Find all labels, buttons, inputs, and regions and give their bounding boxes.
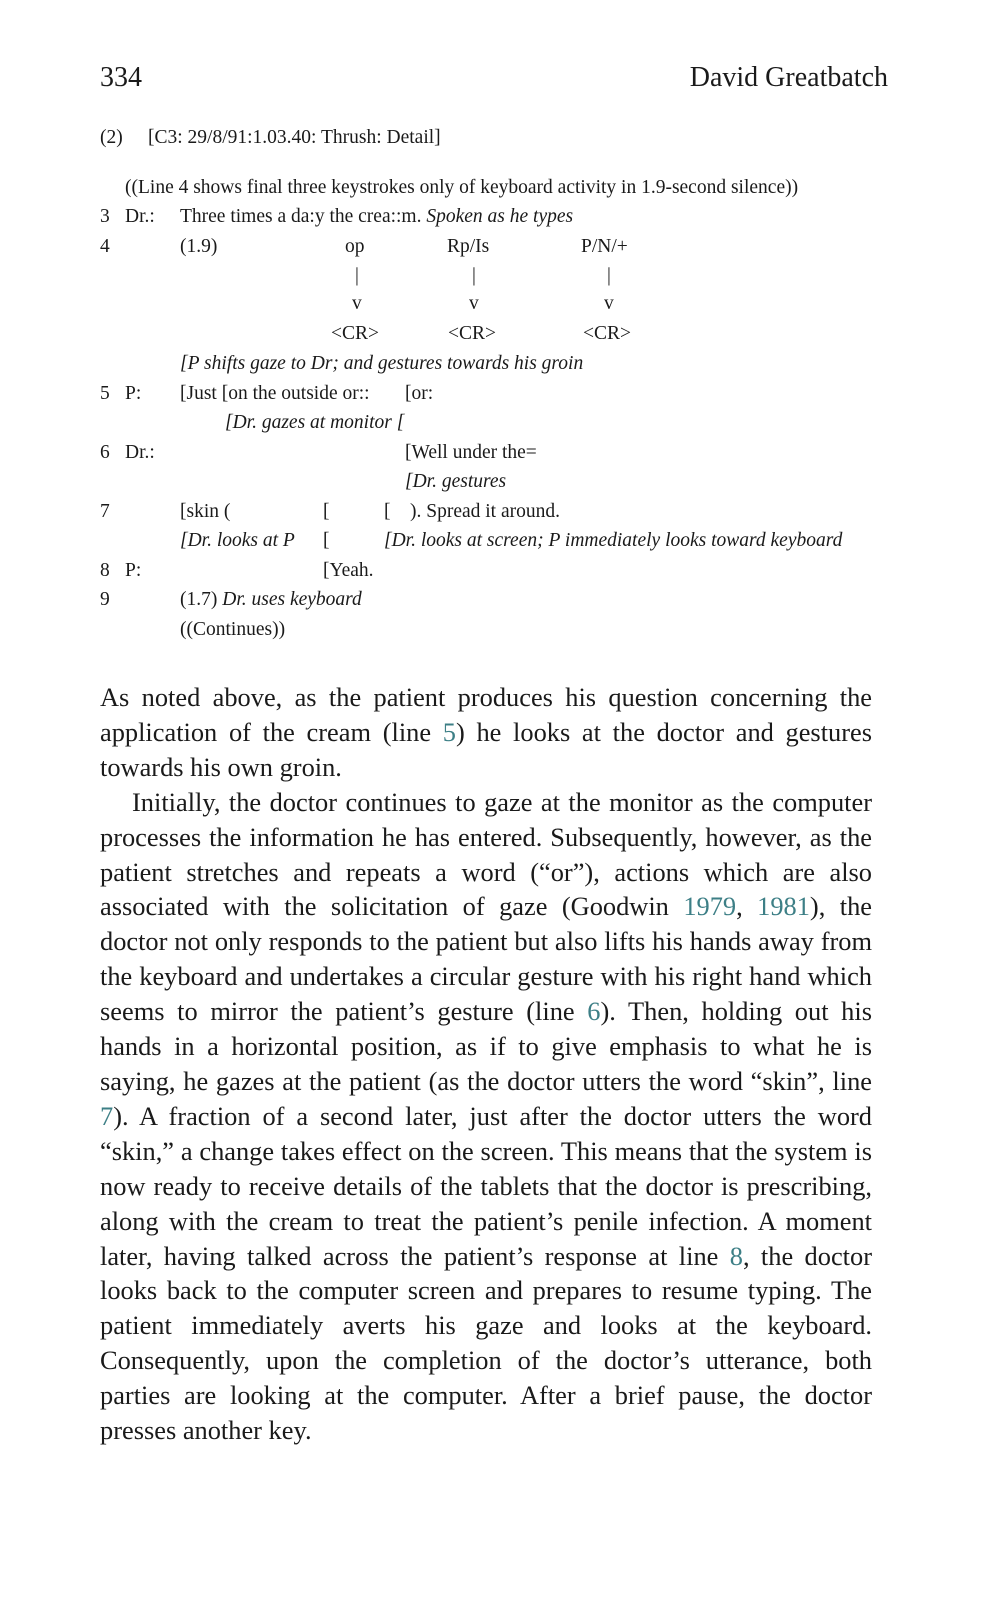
line-number: 8 <box>100 560 110 581</box>
line-number: 4 <box>100 236 110 257</box>
page-number: 334 <box>100 62 142 93</box>
carriage-return: <CR> <box>583 323 632 344</box>
citation-link[interactable]: 1981 <box>757 891 810 922</box>
pause-annotation: (1.7) Dr. uses keyboard <box>180 589 362 610</box>
speaker-label: P: <box>125 383 142 404</box>
gesture-annotation: [P shifts gaze to Dr; and gestures towards his groin <box>180 353 584 374</box>
gaze-annotation: [Dr. looks at screen; P immediately looks toward keyboard <box>384 530 843 551</box>
line3-text: Three times a da:y the crea::m. Spoken as he types <box>180 206 574 227</box>
page-header <box>100 62 888 102</box>
line-number: 9 <box>100 589 110 610</box>
keystroke-label: Rp/Is <box>447 236 490 257</box>
paragraph: As noted above, as the patient produces his question concerning the application of the cream (line 5) he looks at the doctor and gestures towards his own groin. <box>100 682 873 782</box>
line-number: 7 <box>100 501 110 522</box>
keystroke-arrow: v <box>352 293 362 314</box>
line-number: 3 <box>100 206 110 227</box>
citation-link[interactable]: 1979 <box>683 891 737 922</box>
example-number: (2) <box>100 127 123 148</box>
keystroke-bar: | <box>355 265 359 286</box>
body-text <box>100 680 872 1448</box>
utterance-text: [or: <box>405 383 434 404</box>
line-reference-link[interactable]: 8 <box>729 1240 743 1271</box>
line-reference-link[interactable]: 7 <box>100 1100 114 1131</box>
example-note: ((Line 4 shows final three keystrokes only of keyboard activity in 1.9-second silence)) <box>125 177 799 198</box>
utterance-text: ). Spread it around. <box>410 501 561 522</box>
utterance-text: [Well under the= <box>405 442 537 463</box>
line-reference-link[interactable]: 5 <box>442 716 456 747</box>
speaker-label: Dr.: <box>125 206 155 227</box>
gesture-annotation: [Dr. gestures <box>405 471 507 492</box>
gaze-annotation: [Dr. gazes at monitor [ <box>225 412 405 433</box>
speaker-label: P: <box>125 560 142 581</box>
line-number: 6 <box>100 442 110 463</box>
speaker-label: Dr.: <box>125 442 155 463</box>
keystroke-label: op <box>345 236 365 257</box>
example-source: [C3: 29/8/91:1.03.40: Thrush: Detail] <box>148 127 441 148</box>
utterance-text: [Yeah. <box>323 560 374 581</box>
utterance-text: [skin ( <box>180 501 231 522</box>
pause-duration: (1.9) <box>180 236 218 257</box>
overlap-bracket: [ <box>323 530 330 551</box>
continues-note: ((Continues)) <box>180 619 286 640</box>
keystroke-bar: | <box>472 265 476 286</box>
keystroke-arrow: v <box>604 293 614 314</box>
overlap-bracket: [ <box>384 501 391 522</box>
overlap-bracket: [ <box>323 501 330 522</box>
carriage-return: <CR> <box>331 323 380 344</box>
line-reference-link[interactable]: 6 <box>587 996 601 1027</box>
keystroke-arrow: v <box>469 293 479 314</box>
keystroke-label: P/N/+ <box>581 236 628 257</box>
utterance-text: [Just [on the outside or:: <box>180 383 370 404</box>
carriage-return: <CR> <box>448 323 497 344</box>
running-head-author: David Greatbatch <box>689 62 888 93</box>
paragraph: Initially, the doctor continues to gaze at the monitor as the computer processes the information he has entered. Subsequently, however, as the patient stretches and repeats a word (“or”), actions which are also associated with the solicitation of gaze (Goodwin 1979, 1981), the doctor not only responds to the patient but also lifts his hands away from the keyboard and undertakes a circular gesture with his right hand which seems to mirror the patient’s gesture (line 6). Then, holding out his hands in a horizontal position, as if to give emphasis to what he is saying, he gazes at the patient (as the doctor utters the word “skin”, line 7). A fraction of a second later, just after the doctor utters the word “skin,” a change takes effect on the screen. This means that the system is now ready to receive details of the tablets that the doctor is prescribing, along with the cream to treat the patient’s penile infection. A moment later, having talked across the patient’s response at line 8, the doctor looks back to the computer screen and prepares to resume typing. The patient immediately averts his gaze and looks at the keyboard. Consequently, upon the completion of the doctor’s utterance, both parties are looking at the computer. After a brief pause, the doctor presses another key. <box>100 786 872 1446</box>
gaze-annotation: [Dr. looks at P <box>180 530 295 551</box>
keystroke-bar: | <box>607 265 611 286</box>
line-number: 5 <box>100 383 110 404</box>
